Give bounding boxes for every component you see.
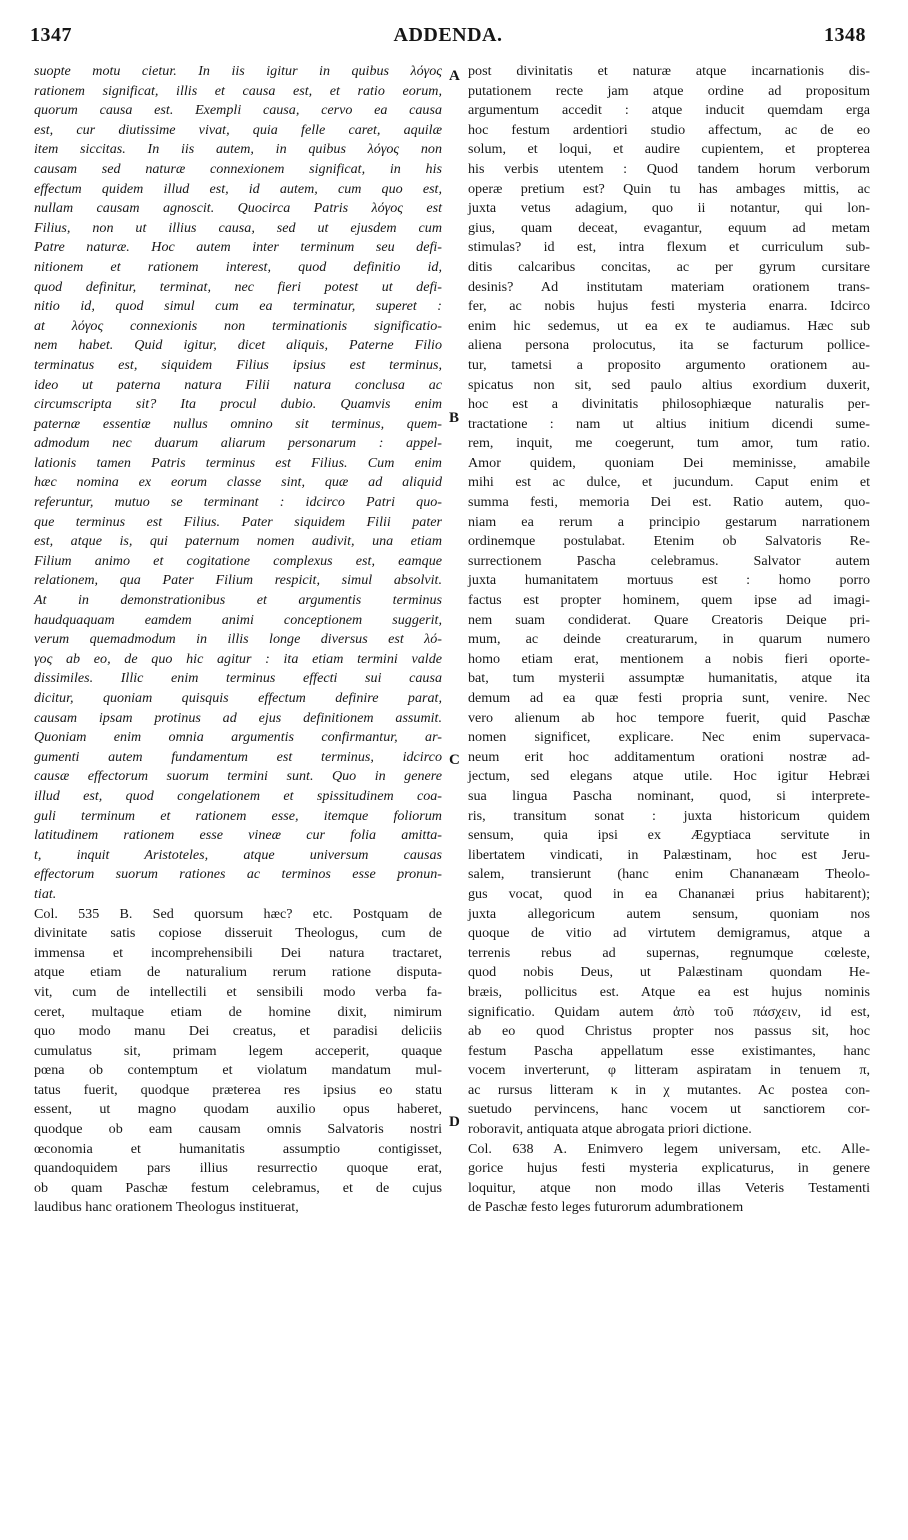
section-marker-d: D xyxy=(449,1114,460,1130)
text-line: libertatem vindicati, in Palæstinam, hoc est Jeru- xyxy=(468,846,870,863)
text-line: laudibus hanc orationem Theologus instituerat, xyxy=(34,1199,299,1216)
text-line: illud est, quod congelationem et spissitudinem coa- xyxy=(34,787,442,804)
page-header xyxy=(30,24,866,54)
text-line: est, cur diutissime vivat, quia felle caret, aquilæ xyxy=(34,121,442,138)
text-line: nitio id, quod simul cum ea terminatur, superet : xyxy=(34,298,442,315)
text-line: sensum, quia ipsi ex Ægyptiaca servitute in xyxy=(468,827,870,844)
text-line: festum Pascha appellatum esse existimantes, hanc xyxy=(468,1042,870,1059)
text-line: γος ab eo, de quo hic agitur : ita etiam termini valde xyxy=(34,650,442,667)
text-line: quorum causa est. Exempli causa, cervo ea causa xyxy=(34,102,442,119)
text-line: fer, ac nobis hujus festi mysteria enarra. Idcirco xyxy=(468,298,870,315)
text-line: ordinemque postulabat. Etenim ob Salvatoris Re- xyxy=(468,533,870,550)
text-line: gius, quam deceat, evagantur, equum ad metam xyxy=(468,219,870,236)
text-line: ceret, multaque etiam de homine dixit, nimirum xyxy=(34,1003,442,1020)
text-line: vocem inverterunt, φ litteram aspiratam in tenuem π, xyxy=(468,1062,870,1079)
text-line: terrenis rebus ad supernas, regnumque cœleste, xyxy=(468,944,870,961)
text-line: Quoniam enim omnia argumentis confirmantur, ar- xyxy=(34,729,442,746)
text-line: ris, transitum sonat : juxta historicum quidem xyxy=(468,807,870,824)
text-line: neum erit hoc additamentum orationi nostræ ad- xyxy=(468,748,870,765)
text-line: significatio. Quidam autem ἀπὸ τοῦ πάσχειν, id est, xyxy=(468,1003,870,1020)
text-line: loquitur, atque non modo illas Veteris Testamenti xyxy=(468,1179,870,1196)
text-line: putationem recte jam atque ordine ad propositum xyxy=(468,82,870,99)
text-line: aliena persona prolocutus, ita se facturum pollice- xyxy=(468,337,870,354)
text-line: stimulas? id est, intra flexum et curriculum sub- xyxy=(468,239,870,256)
text-line: juxta vetus adagium, quo ii notantur, qui lon- xyxy=(468,200,870,217)
text-line: est, atque is, qui paternum nomen audivit, una etiam xyxy=(34,533,442,550)
text-line: quod definitur, terminat, nec fieri potest ut defi- xyxy=(34,278,442,295)
text-line: causam ipsam protinus ad ejus definitionem assumit. xyxy=(34,709,442,726)
text-line: Patre naturæ. Hoc autem inter terminum seu defi- xyxy=(34,239,442,256)
text-line: lationis tamen Patris terminus est Filius. Cum enim xyxy=(34,454,442,471)
text-line: quandoquidem pars illius resurrectio quoque erat, xyxy=(34,1160,442,1177)
text-line: homo etiam erat, mentionem a nobis fieri oporte- xyxy=(468,650,870,667)
text-line: juxta humanitatem mortuus est : homo porro xyxy=(468,572,870,589)
text-line: effectorum suorum rationes ac terminos esse pronun- xyxy=(34,866,442,883)
right-column xyxy=(468,62,870,1218)
text-line: bræis, pollicitus est. Atque ea est hujus nominis xyxy=(468,983,870,1000)
text-line: solum, et loqui, et audire cupientem, et propterea xyxy=(468,141,870,158)
text-line: sua lingua Pascha nominant, quod, si interprete- xyxy=(468,787,870,804)
text-line: post divinitatis et naturæ atque incarnationis dis- xyxy=(468,63,870,79)
text-line: ideo ut paterna natura Filii natura conclusa ac xyxy=(34,376,442,393)
text-line: tractatione : nam ut altius initium dicendi sume- xyxy=(468,415,870,432)
text-line: At in demonstrationibus et argumentis terminus xyxy=(34,592,442,609)
text-line: ob quam Paschæ festum celebramus, et de cujus xyxy=(34,1179,442,1196)
running-title: ADDENDA. xyxy=(393,24,503,46)
text-line: argumentum accedit : atque inducit quemdam erga xyxy=(468,102,870,119)
text-line: spicatus non sit, sed paulo altius exordium duxerit, xyxy=(468,376,870,393)
text-line: gumenti autem fundamentum est terminus, idcirco xyxy=(34,748,442,765)
text-line: ditis calcaribus concitas, ac per gyrum cursitare xyxy=(468,258,870,275)
text-line: Amor quidem, quoniam Dei meminisse, amabile xyxy=(468,454,870,471)
text-line: tiat. xyxy=(34,885,57,902)
text-line: dissimiles. Illic enim terminus effecti sui causa xyxy=(34,670,442,687)
text-line: vit, cum de intellectili et sensibili modo verba fa- xyxy=(34,983,442,1000)
text-line: divinitate satis copiose disseruit Theologus, cum de xyxy=(34,925,442,942)
text-line: quo modo manu Dei creatus, et paradisi deliciis xyxy=(34,1023,442,1040)
text-line: haudquaquam eamdem animi conceptionem suggerit, xyxy=(34,611,442,628)
text-line: tatus fuerit, quodque præterea res ipsius eo statu xyxy=(34,1081,442,1098)
text-line: tur, tametsi a proposito argumento orationem au- xyxy=(468,356,870,373)
text-line: atque etiam de naturalium rerum ratione disputa- xyxy=(34,964,442,981)
page-number-left: 1347 xyxy=(30,24,72,46)
text-line: effectum quidem illud est, id autem, cum quo est, xyxy=(34,180,442,197)
text-line: circumscripta sit? Ita procul dubio. Quamvis enim xyxy=(34,396,442,413)
text-line: cumulatus sit, primam legem acceperit, quaque xyxy=(34,1042,442,1059)
left-column xyxy=(34,62,442,1218)
text-line: immensa et incomprehensibili Dei natura tractaret, xyxy=(34,944,442,961)
text-line: nullam causam agnoscit. Quocirca Patris λόγος est xyxy=(34,200,442,217)
text-line: desinis? Ad institutam materiam orationem trans- xyxy=(468,278,870,295)
text-line: referuntur, mutuo se terminant : idcirco Patri quo- xyxy=(34,494,442,511)
text-line: factus est propter hominem, quem ipse ad imagi- xyxy=(468,592,870,609)
text-line: essent, ut magno quodam auxilio opus haberet, xyxy=(34,1101,442,1118)
text-line: paternæ essentiæ nullus omnino sit terminus, quem- xyxy=(34,415,442,432)
text-line: rationem significat, illis et causa est, et ratio eorum, xyxy=(34,82,442,99)
text-line: terminatus est, siquidem Filius ipsius est terminus, xyxy=(34,356,442,373)
text-line: quod nobis Deus, ut Palæstinam quondam He- xyxy=(468,964,870,981)
text-line: juxta allegoricum autem sensum, quoniam nos xyxy=(468,905,870,922)
text-line: niam ea rerum a principio gestarum narrationem xyxy=(468,513,870,530)
text-line: verum quemadmodum in illis longe diversus est λό- xyxy=(34,631,442,648)
text-line: summa festi, memoria Dei est. Ratio autem, quo- xyxy=(468,494,870,511)
text-line: mum, ac deinde creaturarum, in quarum numero xyxy=(468,631,870,648)
text-line: nomen significet, explicare. Nec enim supervaca- xyxy=(468,729,870,746)
text-line: Filius, non ut illius causa, sed ut ejusdem cum xyxy=(34,219,442,236)
text-line: ac rursus litteram κ in χ mutantes. Ac postea con- xyxy=(468,1081,870,1098)
text-line: causæ effectorum suorum termini sunt. Quo in genere xyxy=(34,768,442,785)
section-marker-b: B xyxy=(449,410,460,426)
text-line: t, inquit Aristoteles, atque universum causas xyxy=(34,846,442,863)
text-line: guli terminum et rationem esse, itemque foliorum xyxy=(34,807,442,824)
section-marker-c: C xyxy=(449,752,460,768)
text-line: gorice hujus festi mysteria explicaturus, in genere xyxy=(468,1160,870,1177)
text-line: gus vocat, quod in ea Chananæi prius habitarent); xyxy=(468,885,870,902)
text-line: nitionem et rationem interest, quod definitio id, xyxy=(34,258,442,275)
text-line: pœna ob contemptum et violatum mandatum mul- xyxy=(34,1062,442,1079)
text-line: Col. 535 B. Sed quorsum hæc? etc. Postquam de xyxy=(34,905,442,922)
section-marker-a: A xyxy=(449,68,460,84)
text-line: de Paschæ festo leges futurorum adumbrationem xyxy=(468,1199,744,1216)
text-line: salem, transierunt (hanc enim Chananæam Theolo- xyxy=(468,866,870,883)
text-line: surrectionem Pascha celebramus. Salvator autem xyxy=(468,552,870,569)
text-line: admodum nec duarum aliarum personarum : appel- xyxy=(34,435,442,452)
text-line: rem, inquit, me coegerunt, tum amor, tum ratio. xyxy=(468,435,870,452)
text-line: causam sed naturæ connexionem significat, in his xyxy=(34,160,442,177)
text-line: nem suam condiderat. Quare Creatoris Deique pri- xyxy=(468,611,870,628)
text-line: item siccitas. In iis autem, in quibus λόγος non xyxy=(34,141,442,158)
text-line: his verbis utentem : Quod tandem horum verborum xyxy=(468,160,870,177)
text-line: hæc nomina ex eorum classe sint, quæ ad aliquid xyxy=(34,474,442,491)
text-line: Filium animo et cogitatione complexus est, eamque xyxy=(34,552,442,569)
text-line: enim hic sedemus, ut ea ex te audiamus. Hæc sub xyxy=(468,317,870,334)
text-line: Col. 638 A. Enimvero legem universam, etc. Alle- xyxy=(468,1140,870,1157)
text-line: bat, tum mysterii assumptæ humanitatis, atque ita xyxy=(468,670,870,687)
text-line: œconomia et humanitatis assumptio contigisset, xyxy=(34,1140,442,1157)
text-line: relationem, qua Pater Filium respicit, simul absolvit. xyxy=(34,572,442,589)
text-line: roboravit, antiquata atque abrogata priori dictione. xyxy=(468,1121,752,1138)
text-line: latitudinem rationem esse vineæ cur folia amitta- xyxy=(34,827,442,844)
text-line: ab eo quod Christus propter nos passus sit, hoc xyxy=(468,1023,870,1040)
text-line: suopte motu cietur. In iis igitur in quibus λόγος xyxy=(34,63,442,79)
text-line: at λόγος connexionis non terminationis significatio- xyxy=(34,317,442,334)
text-line: quodque ob eam causam omnis Salvatoris nostri xyxy=(34,1121,442,1138)
text-line: demum ad ea quæ festi propria sunt, venire. Nec xyxy=(468,690,870,706)
text-line: quoque de vitio ad virtutem demigramus, atque a xyxy=(468,925,870,942)
text-line: operæ pretium est? Quin tu has ambages mittis, ac xyxy=(468,180,870,197)
text-line: nem habet. Quid igitur, dicet aliquis, Paterne Filio xyxy=(34,337,442,354)
text-line: hoc festum ardentiori studio affectum, ac de eo xyxy=(468,121,870,138)
text-line: vero alienum ab hoc tempore fuerit, quid Paschæ xyxy=(468,709,870,726)
text-line: dicitur, quoniam quisquis effectum definire parat, xyxy=(34,690,442,706)
text-line: suetudo pervincens, hanc vocem ut sanctiorem cor- xyxy=(468,1101,870,1118)
text-line: hoc est a divinitatis philosophiæque naturalis per- xyxy=(468,396,870,413)
page-number-right: 1348 xyxy=(824,24,866,46)
text-line: jectum, sed elegans atque utile. Hoc igitur Hebræi xyxy=(468,768,870,785)
text-line: que terminus est Filius. Pater siquidem Filii pater xyxy=(34,513,442,530)
text-line: mihi est ac dulce, et jucundum. Caput enim et xyxy=(468,474,870,491)
